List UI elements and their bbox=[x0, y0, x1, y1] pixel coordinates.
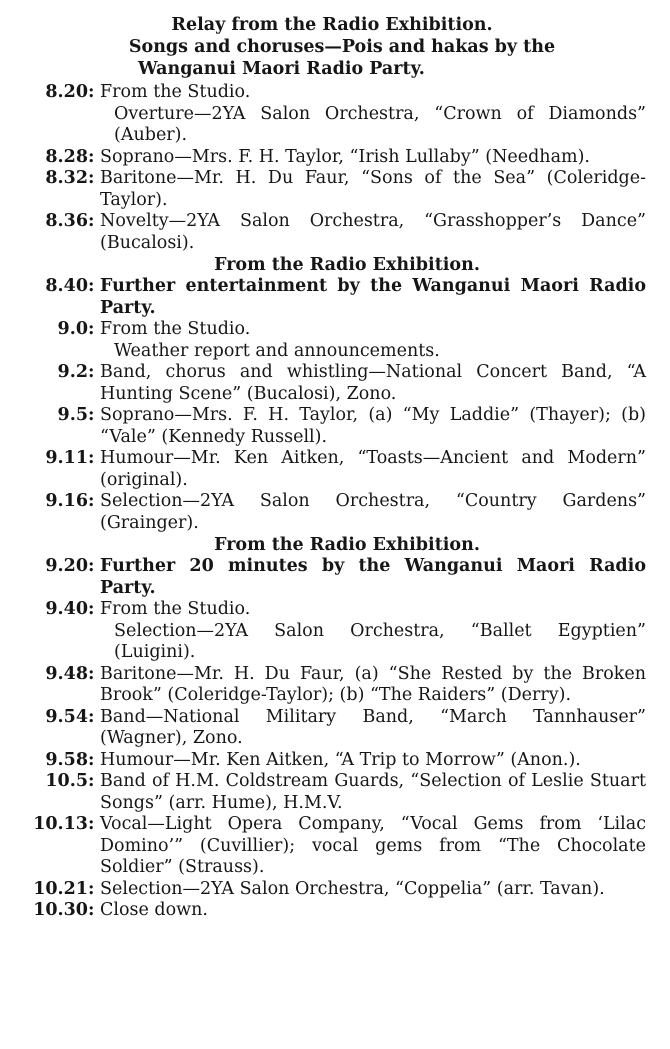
programme-entry: 8.20 : From the Studio. Overture—2YA Salon Orchestra, “Crown of Diamonds” (Auber). bbox=[18, 82, 646, 147]
entry-text: Humour—Mr. Ken Aitken, “A Trip to Morrow” (Anon.). bbox=[100, 749, 581, 770]
entry-text: Soprano—Mrs. F. H. Taylor, (a) “My Laddie” (Thayer); (b) “Vale” (Kennedy Russell). bbox=[100, 405, 646, 447]
programme-entry: 9.0 : From the Studio. Weather report and announcements. bbox=[18, 319, 646, 362]
programme-entry: 8.32 : Baritone—Mr. H. Du Faur, “Sons of the Sea” (Coleridge-Taylor). bbox=[18, 168, 646, 211]
entry-text: Band—National Military Band, “March Tannhauser” (Wagner), Zono. bbox=[100, 706, 646, 748]
programme-entry: 8.28 : Soprano—Mrs. F. H. Taylor, “Irish Lullaby” (Needham). bbox=[18, 147, 646, 169]
programme-entry: 10.21 : Selection—2YA Salon Orchestra, “Coppelia” (arr. Tavan). bbox=[18, 879, 646, 901]
intro-heading-2: Songs and choruses—Pois and hakas by the bbox=[128, 37, 556, 57]
programme-entry: 9.54 : Band—National Military Band, “March Tannhauser” (Wagner), Zono. bbox=[18, 707, 646, 750]
entry-time: 9.0 bbox=[57, 319, 88, 339]
entry-text: Soprano—Mrs. F. H. Taylor, “Irish Lullaby” (Needham). bbox=[100, 146, 590, 167]
intro-heading-1: Relay from the Radio Exhibition. bbox=[171, 15, 493, 35]
entry-time: 10.5 bbox=[45, 771, 88, 791]
entry-time: 9.48 bbox=[45, 663, 88, 684]
programme-entry: 9.2 : Band, chorus and whistling—National Concert Band, “A Hunting Scene” (Bucalosi), Zono. bbox=[18, 362, 646, 405]
entry-time: 9.20 bbox=[45, 556, 88, 576]
programme-entry: 9.58 : Humour—Mr. Ken Aitken, “A Trip to Morrow” (Anon.). bbox=[18, 750, 646, 772]
entry-text: Further entertainment by the Wanganui Maori Radio Party. bbox=[100, 276, 646, 318]
entry-time: 8.36 bbox=[45, 211, 88, 231]
programme-entry: 10.5 : Band of H.M. Coldstream Guards, “Selection of Leslie Stuart Songs” (arr. Hume), H.M.V. bbox=[18, 771, 646, 814]
entry-time: 9.58 bbox=[45, 749, 88, 770]
entry-time: 8.20 bbox=[45, 82, 88, 102]
programme-entry: 9.20 : Further 20 minutes by the Wanganui Maori Radio Party. bbox=[18, 556, 646, 599]
entry-text: From the Studio. bbox=[100, 82, 251, 102]
programme-entry: 9.5 : Soprano—Mrs. F. H. Taylor, (a) “My Laddie” (Thayer); (b) “Vale” (Kennedy Russell). bbox=[18, 405, 646, 448]
entry-text: Baritone—Mr. H. Du Faur, “Sons of the Sea” (Coleridge-Taylor). bbox=[100, 168, 646, 210]
programme-entry: 10.13 : Vocal—Light Opera Company, “Vocal Gems from ‘Lilac Domino’” (Cuvillier); vocal gems from “The Chocolate Soldier” (Strauss). bbox=[18, 814, 646, 879]
entry-text: From the Studio. bbox=[100, 319, 251, 339]
section-heading: From the Radio Exhibition. bbox=[214, 535, 480, 555]
entry-text: Overture—2YA Salon Orchestra, “Crown of Diamonds” (Auber). bbox=[114, 103, 646, 145]
entry-time: 9.16 bbox=[45, 491, 88, 511]
entry-text: Further 20 minutes by the Wanganui Maori Radio Party. bbox=[100, 556, 646, 598]
programme-entry: 9.11 : Humour—Mr. Ken Aitken, “Toasts—Ancient and Modern” (original). bbox=[18, 448, 646, 491]
entry-text: Selection—2YA Salon Orchestra, “Country Gardens” (Grainger). bbox=[100, 491, 646, 533]
entry-text: From the Studio. bbox=[100, 599, 251, 619]
entry-time: 8.32 bbox=[45, 168, 88, 188]
entry-text: Baritone—Mr. H. Du Faur, (a) “She Rested by the Broken Brook” (Coleridge-Taylor); (b) “The Raiders” (Derry). bbox=[100, 663, 646, 705]
entry-time: 10.13 bbox=[33, 814, 88, 834]
entry-time: 9.40 bbox=[45, 599, 88, 619]
intro-heading-3: Wanganui Maori Radio Party. bbox=[138, 59, 425, 79]
entry-time: 9.5 bbox=[57, 405, 88, 425]
programme-entry: 8.40 : Further entertainment by the Wanganui Maori Radio Party. bbox=[18, 276, 646, 319]
entry-text: Band of H.M. Coldstream Guards, “Selection of Leslie Stuart Songs” (arr. Hume), H.M.V. bbox=[100, 771, 646, 813]
entry-time: 9.11 bbox=[45, 448, 88, 468]
programme-entry: 9.16 : Selection—2YA Salon Orchestra, “Country Gardens” (Grainger). bbox=[18, 491, 646, 534]
entry-time: 9.54 bbox=[45, 706, 88, 727]
section-heading: From the Radio Exhibition. bbox=[214, 255, 480, 275]
entry-text: Selection—2YA Salon Orchestra, “Ballet Egyptien” (Luigini). bbox=[114, 620, 646, 662]
programme-entry: 9.40 : From the Studio. Selection—2YA Salon Orchestra, “Ballet Egyptien” (Luigini). bbox=[18, 599, 646, 664]
entry-time: 9.2 bbox=[57, 362, 88, 382]
entry-time: 8.40 bbox=[45, 276, 88, 296]
entry-text: Humour—Mr. Ken Aitken, “Toasts—Ancient and Modern” (original). bbox=[100, 448, 646, 490]
entry-text: Selection—2YA Salon Orchestra, “Coppelia” (arr. Tavan). bbox=[100, 878, 605, 899]
entry-time: 10.21 bbox=[33, 878, 88, 899]
entry-text: Weather report and announcements. bbox=[114, 340, 440, 361]
entry-text: Vocal—Light Opera Company, “Vocal Gems from ‘Lilac Domino’” (Cuvillier); vocal gems from “The Chocolate Soldier” (Strauss). bbox=[100, 814, 646, 877]
entry-text: Close down. bbox=[100, 900, 208, 920]
entry-time: 8.28 bbox=[45, 146, 88, 167]
entry-text: Band, chorus and whistling—National Concert Band, “A Hunting Scene” (Bucalosi), Zono. bbox=[100, 362, 646, 404]
programme-entry: 9.48 : Baritone—Mr. H. Du Faur, (a) “She Rested by the Broken Brook” (Coleridge-Taylor); (b) “The Raiders” (Derry). bbox=[18, 664, 646, 707]
entry-time: 10.30 bbox=[33, 900, 88, 920]
programme-entry: 8.36 : Novelty—2YA Salon Orchestra, “Grasshopper’s Dance” (Bucalosi). bbox=[18, 211, 646, 254]
entry-text: Novelty—2YA Salon Orchestra, “Grasshopper’s Dance” (Bucalosi). bbox=[100, 211, 646, 253]
programme-entry: 10.30 : Close down. bbox=[18, 900, 646, 922]
